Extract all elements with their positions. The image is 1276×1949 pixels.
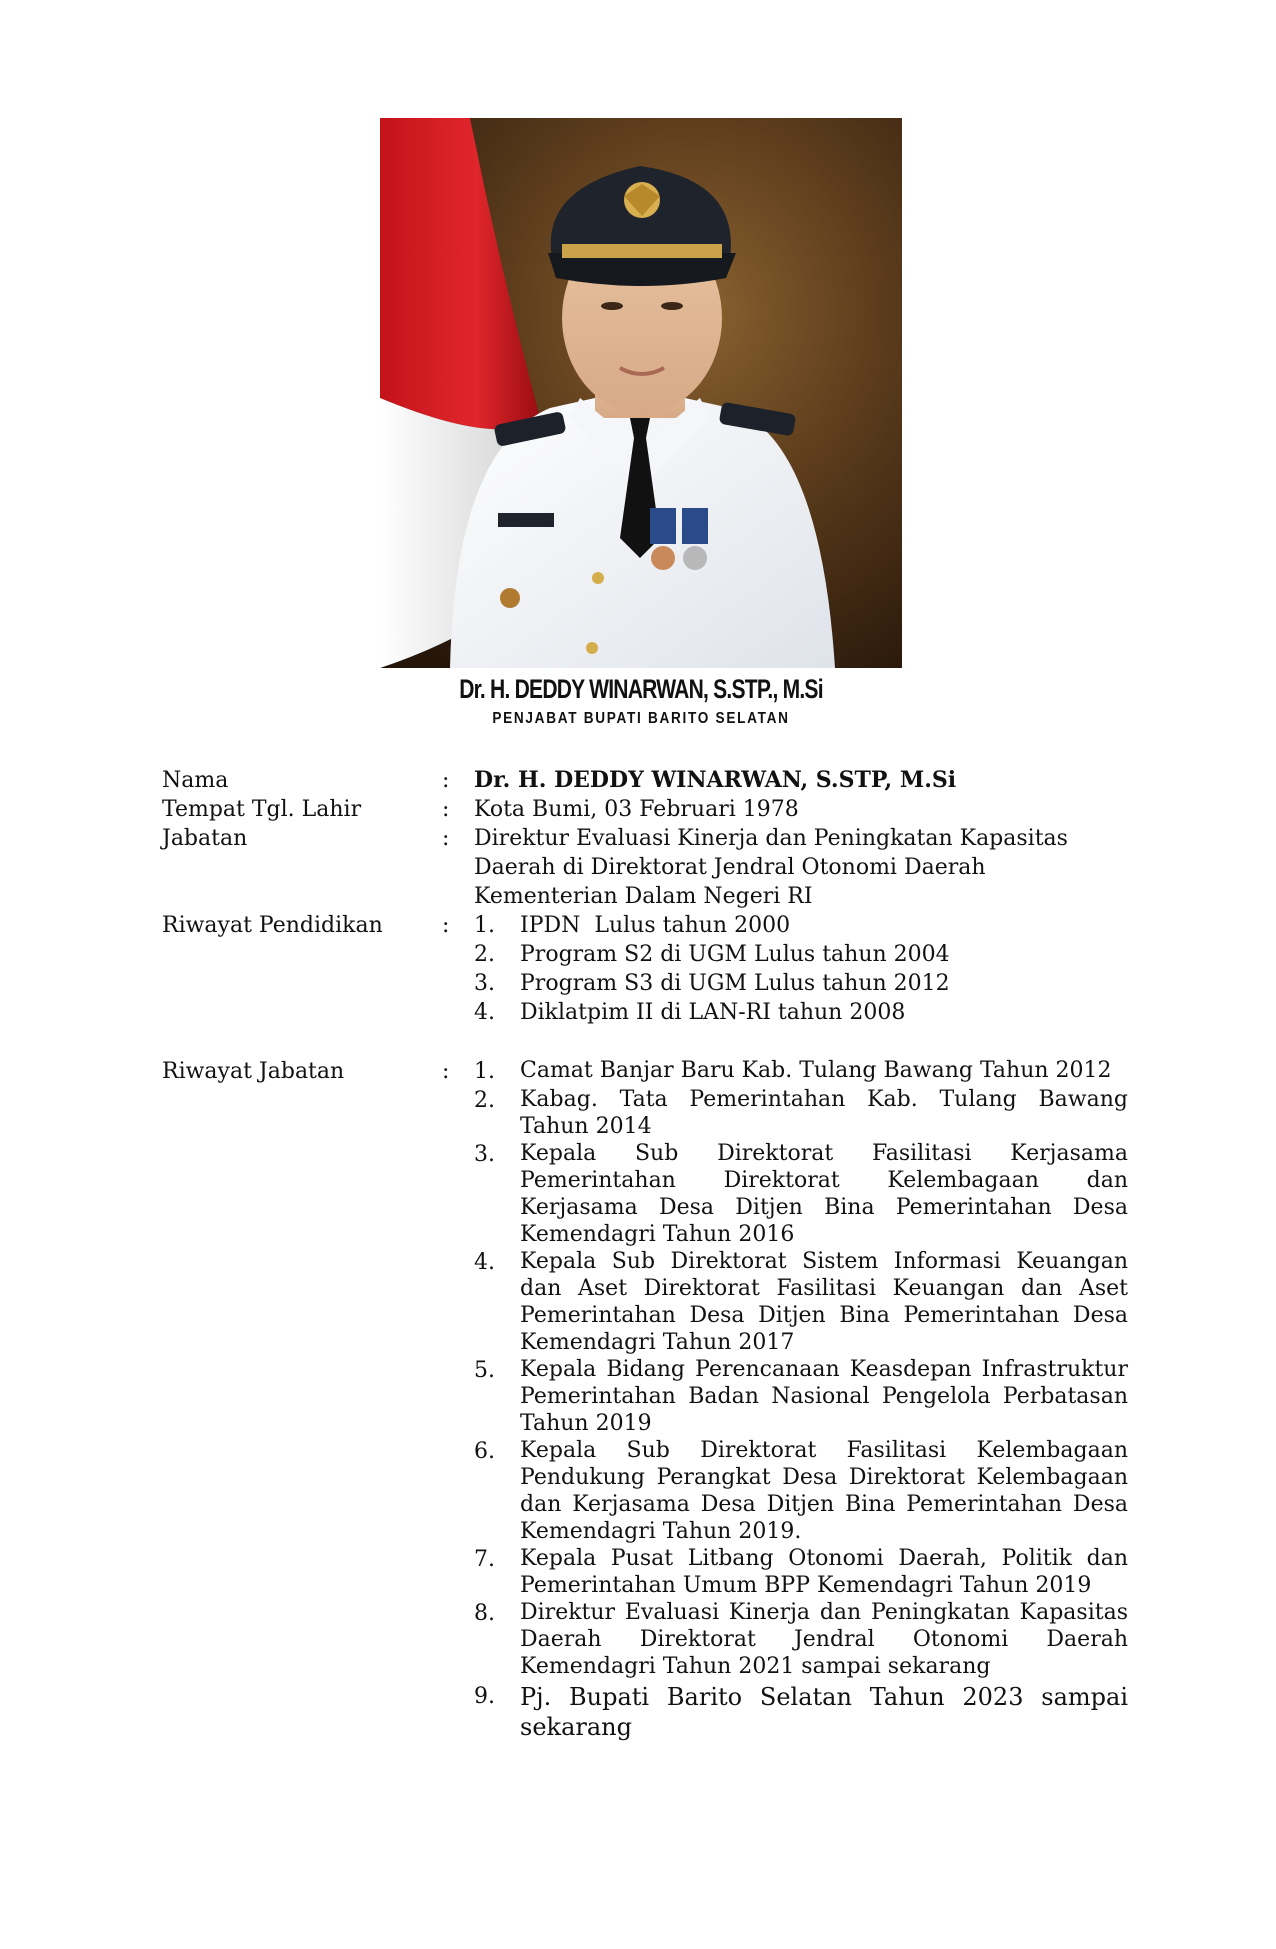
colon: : [442, 826, 450, 851]
row-riwayat-jabatan [162, 1057, 1132, 1742]
list-item [474, 1599, 1128, 1680]
list-text: Diklatpim II di LAN-RI tahun 2008 [520, 1000, 906, 1025]
list-text: Kepala Sub Direktorat Sistem Informasi Keuangan dan Aset Direktorat Fasilitasi Keuangan dan Aset Pemerintahan Desa Ditjen Bina Pemerintahan Desa Kemendagri Tahun 2017 [520, 1249, 1128, 1355]
list-item [474, 1086, 1128, 1140]
list-number: 9. [474, 1684, 495, 1709]
list-number: 1. [474, 913, 495, 938]
label-jabatan: Jabatan [162, 826, 248, 851]
list-number: 2. [474, 942, 495, 967]
biodata-section [162, 766, 1132, 1742]
list-item [474, 911, 1128, 940]
list-item [474, 1680, 1128, 1742]
row-jabatan [162, 824, 1132, 911]
list-number: 2. [474, 1088, 495, 1113]
list-text: Program S2 di UGM Lulus tahun 2004 [520, 942, 950, 967]
list-number: 4. [474, 1000, 495, 1025]
label-pendidikan: Riwayat Pendidikan [162, 913, 383, 938]
list-number: 6. [474, 1439, 495, 1464]
colon: : [442, 913, 450, 938]
list-item [474, 969, 1128, 998]
list-item [474, 998, 1128, 1027]
list-text: Pj. Bupati Barito Selatan Tahun 2023 sampai sekarang [520, 1683, 1128, 1741]
list-number: 5. [474, 1358, 495, 1383]
row-nama [162, 766, 1132, 795]
value-nama: Dr. H. DEDDY WINARWAN, S.STP, M.Si [474, 767, 957, 793]
list-text: Kepala Sub Direktorat Fasilitasi Kelembagaan Pendukung Perangkat Desa Direktorat Kelembagaan dan Kerjasama Desa Ditjen Bina Pemerintahan Desa Kemendagri Tahun 2019. [520, 1438, 1128, 1544]
label-nama: Nama [162, 768, 229, 793]
list-item [474, 940, 1128, 969]
list-number: 4. [474, 1250, 495, 1275]
list-number: 3. [474, 1142, 495, 1167]
list-item [474, 1057, 1128, 1086]
row-pendidikan [162, 911, 1132, 1027]
education-list [474, 911, 1128, 1027]
value-ttl: Kota Bumi, 03 Februari 1978 [474, 797, 799, 822]
list-item [474, 1356, 1128, 1437]
row-ttl [162, 795, 1132, 824]
list-number: 1. [474, 1059, 495, 1084]
list-number: 8. [474, 1601, 495, 1626]
career-list [474, 1057, 1128, 1742]
list-text: Kepala Sub Direktorat Fasilitasi Kerjasama Pemerintahan Direktorat Kelembagaan dan Kerjasama Desa Ditjen Bina Pemerintahan Desa Kemendagri Tahun 2016 [520, 1141, 1128, 1247]
list-item [474, 1437, 1128, 1545]
colon: : [442, 768, 450, 793]
list-item [474, 1140, 1128, 1248]
colon: : [442, 1059, 450, 1084]
colon: : [442, 797, 450, 822]
value-jabatan: Direktur Evaluasi Kinerja dan Peningkatan Kapasitas Daerah di Direktorat Jendral Otonomi Daerah Kementerian Dalam Negeri RI [474, 826, 1068, 909]
list-number: 3. [474, 971, 495, 996]
caption-title: PENJABAT BUPATI BARITO SELATAN [492, 710, 790, 727]
list-text: Kabag. Tata Pemerintahan Kab. Tulang Bawang Tahun 2014 [520, 1087, 1128, 1139]
list-text: IPDN Lulus tahun 2000 [520, 913, 791, 938]
label-riwayat-jabatan: Riwayat Jabatan [162, 1059, 345, 1084]
list-item [474, 1545, 1128, 1599]
portrait-photo [380, 118, 902, 668]
list-text: Direktur Evaluasi Kinerja dan Peningkatan Kapasitas Daerah Direktorat Jendral Otonomi Daerah Kemendagri Tahun 2021 sampai sekarang [520, 1600, 1128, 1679]
list-text: Program S3 di UGM Lulus tahun 2012 [520, 971, 950, 996]
list-text: Kepala Pusat Litbang Otonomi Daerah, Politik dan Pemerintahan Umum BPP Kemendagri Tahun 2019 [520, 1546, 1128, 1598]
list-item [474, 1248, 1128, 1356]
list-text: Kepala Bidang Perencanaan Keasdepan Infrastruktur Pemerintahan Badan Nasional Pengelola Perbatasan Tahun 2019 [520, 1357, 1128, 1436]
caption-name: Dr. H. DEDDY WINARWAN, S.STP., M.Si [459, 674, 823, 704]
list-text: Camat Banjar Baru Kab. Tulang Bawang Tahun 2012 [520, 1058, 1112, 1083]
label-ttl: Tempat Tgl. Lahir [162, 797, 362, 822]
list-number: 7. [474, 1547, 495, 1572]
